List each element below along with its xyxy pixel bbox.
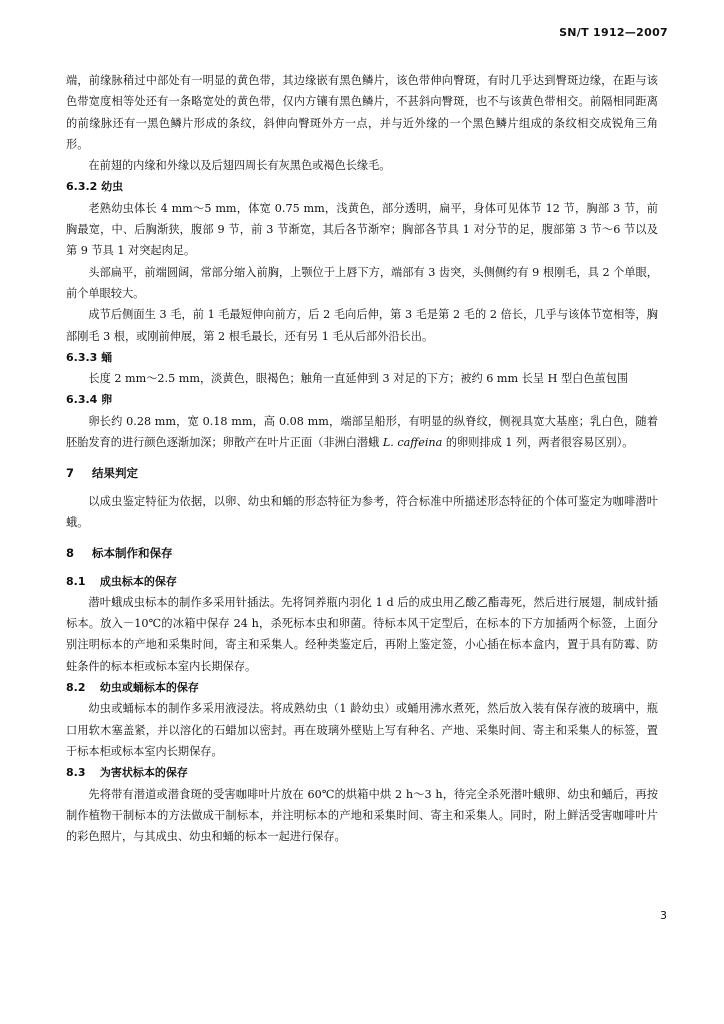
section-heading-8-1 [66, 571, 658, 592]
paragraph: 成节后侧面生 3 毛，前 1 毛最短伸向前方，后 2 毛向后伸，第 3 毛是第 2 毛的 2 倍长，几乎与该体节宽相等，胸部刚毛 3 根，或刚前伸展，第 2 根毛最长，还有另 1 毛从后部外沿长出。 [66, 308, 658, 343]
paragraph: 头部扁平，前端圆阔，常部分缩入前胸，上颚位于上唇下方，端部有 3 齿突，头侧侧约有 9 根刚毛，具 2 个单眼，前个单眼较大。 [66, 265, 658, 300]
paragraph-text: 的卵则排成 1 列，两者很容易区别）。 [442, 436, 634, 450]
section-title: 幼虫 [101, 180, 124, 194]
section-number: 7 [66, 466, 75, 481]
paragraph: 幼虫或蛹标本的制作多采用液浸法。将成熟幼虫（1 龄幼虫）或蛹用沸水煮死，然后放入装有保存液的玻璃中，瓶口用软木塞盖紧，并以溶化的石蜡加以密封。再在玻璃外壁贴上写有种名、产地、采集时间、寄主和采集人的标签，置于标本柜或标本室内长期保存。 [66, 702, 658, 758]
section-number: 8 [66, 546, 75, 561]
section-title: 为害状标本的保存 [99, 766, 188, 780]
standard-code: SN/T 1912—2007 [559, 26, 668, 39]
section-heading-6-3-4 [66, 389, 658, 410]
paragraph: 潜叶蛾成虫标本的制作多采用针插法。先将饲养瓶内羽化 1 d 后的成虫用乙酸乙酯毒死，然后进行展翅，制成针插标本。放入－10℃的冰箱中保存 24 h，杀死标本虫和卵菌。待标本风干定型后，在标本的下方加插两个标签，上面分别注明标本的产地和采集时间，寄主和采集人。经种类鉴定后，再附上鉴定签，小心插在标本盒内，置于具有防霉、防蛀条件的标本柜或标本室内长期保存。 [66, 595, 658, 673]
paragraph-text: 卵长约 0.28 mm，宽 0.18 mm，高 0.08 mm，端部呈船形，有明显的纵脊纹，侧视具宽大基座；乳白色，随着胚胎发育的进行颜色逐渐加深；卵散产在叶片正面（非洲白潜蛾 [66, 414, 658, 450]
paragraph: 老熟幼虫体长 4 mm～5 mm，体宽 0.75 mm，浅黄色，部分透明，扁平，身体可见体节 12 节，胸部 3 节，前胸最宽，中、后胸渐狭，腹部 9 节，前 3 节渐宽，其后各节渐窄；胸部各节具 1 对分节的足，腹部第 3 节～6 节以及第 9 节具 1 对突起肉足。 [66, 201, 658, 258]
species-name: L. caffeina [382, 436, 443, 450]
section-heading-8-2 [66, 677, 658, 698]
section-title: 成虫标本的保存 [99, 574, 177, 588]
section-number: 6.3.3 [66, 350, 98, 364]
section-number: 8.3 [66, 766, 86, 780]
section-heading-8-3 [66, 762, 658, 783]
section-title: 幼虫或蛹标本的保存 [99, 681, 199, 695]
section-title: 结果判定 [92, 466, 139, 481]
section-heading-6-3-2 [66, 176, 658, 197]
section-number: 8.1 [66, 574, 86, 588]
section-heading-7 [66, 463, 658, 484]
paragraph: 长度 2 mm～2.5 mm，淡黄色，眼褐色；触角一直延伸到 3 对足的下方；被约 6 mm 长呈 H 型白色茧包围 [88, 372, 629, 386]
intro-paragraph: 端，前缘脉稍过中部处有一明显的黄色带，其边缘嵌有黑色鳞片，该色带伸向臀斑，有时几乎达到臀斑边缘，在距与该色带宽度相等处还有一条略宽处的黄色带，仅内方镶有黑色鳞片，不甚斜向臀斑，也不与该黄色带相交。前隔相同距离的前缘脉还有一黑色鳞片形成的条纹，斜伸向臀斑外方一点，并与近外缘的一个黑色鳞片组成的条纹相交成锐角三角形。 [66, 74, 658, 151]
section-heading-8 [66, 543, 658, 564]
document-body [66, 70, 658, 847]
intro-paragraph: 在前翅的内缘和外缘以及后翅四周长有灰黑色或褐色长缘毛。 [88, 159, 391, 173]
section-number: 6.3.4 [66, 393, 98, 407]
paragraph [66, 411, 658, 454]
section-heading-6-3-3 [66, 347, 658, 368]
paragraph: 以成虫鉴定特征为依据，以卵、幼虫和蛹的形态特征为参考，符合标准中所描述形态特征的个体可鉴定为咖啡潜叶蛾。 [66, 494, 658, 529]
paragraph: 先将带有潜道或潜食斑的受害咖啡叶片放在 60℃的烘箱中烘 2 h～3 h，待完全杀死潜叶蛾卵、幼虫和蛹后，再按制作植物干制标本的方法做成干制标本，并注明标本的产地和采集时间、寄主和采集人。同时，附上鲜活受害咖啡叶片的彩色照片，与其成虫、幼虫和蛹的标本一起进行保存。 [66, 787, 658, 844]
section-number: 6.3.2 [66, 180, 98, 194]
section-title: 标本制作和保存 [92, 546, 173, 561]
page-number: 3 [660, 909, 667, 922]
section-title: 卵 [101, 393, 113, 407]
section-number: 8.2 [66, 681, 86, 695]
section-title: 蛹 [101, 350, 113, 364]
